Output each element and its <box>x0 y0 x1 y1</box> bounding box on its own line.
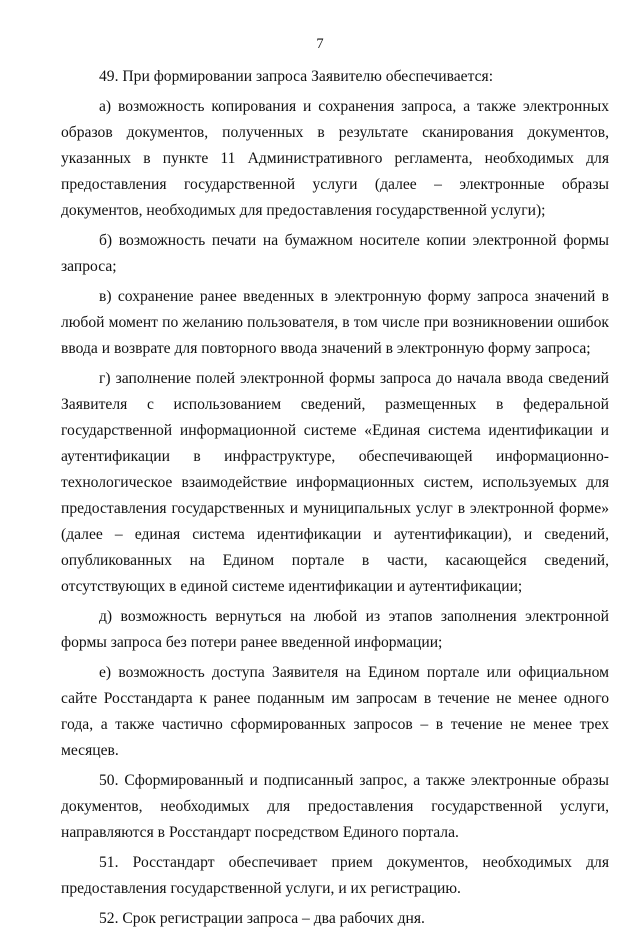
page-number: 7 <box>316 36 324 52</box>
paragraph-52: 52. Срок регистрации запроса – два рабочих дня. <box>99 910 425 927</box>
paragraph-49-e: е) возможность доступа Заявителя на Едином портале или официальном сайте Росстандарта к ранее поданным им запросам в течение не менее одного года, а также частично сформированных запросов – в течение не менее трех месяцев. <box>61 664 609 759</box>
paragraph-49-a: а) возможность копирования и сохранения запроса, а также электронных образов документов, полученных в результате сканирования документов, указанных в пункте 11 Административного регламента, необходимых для предоставления государственной услуги (далее – электронные образы документов, необходимых для предоставления государственной услуги); <box>61 98 609 219</box>
paragraph-49-v: в) сохранение ранее введенных в электронную форму запроса значений в любой момент по желанию пользователя, в том числе при возникновении ошибок ввода и возврате для повторного ввода значений в электронную форму запроса; <box>61 288 609 357</box>
paragraph-49-d: д) возможность вернуться на любой из этапов заполнения электронной формы запроса без потери ранее введенной информации; <box>61 608 609 651</box>
paragraph-49-b: б) возможность печати на бумажном носителе копии электронной формы запроса; <box>61 232 609 275</box>
paragraph-49-g: г) заполнение полей электронной формы запроса до начала ввода сведений Заявителя с использованием сведений, размещенных в федеральной государственной информационной системе «Единая система идентификации и аутентификации в инфраструктуре, обеспечивающей информационно-технологическое взаимодействие информационных систем, используемых для предоставления государственных и муниципальных услуг в электронной форме» (далее – единая система идентификации и аутентификации), и сведений, опубликованных на Едином портале в части, касающейся сведений, отсутствующих в единой системе идентификации и аутентификации; <box>61 370 609 595</box>
paragraph-49: 49. При формировании запроса Заявителю обеспечивается: <box>99 68 494 85</box>
document-body <box>61 64 609 932</box>
paragraph-51: 51. Росстандарт обеспечивает прием документов, необходимых для предоставления государственной услуги, и их регистрацию. <box>61 854 609 897</box>
paragraph-50: 50. Сформированный и подписанный запрос, а также электронные образы документов, необходимых для предоставления государственной услуги, направляются в Росстандарт посредством Единого портала. <box>61 772 609 841</box>
